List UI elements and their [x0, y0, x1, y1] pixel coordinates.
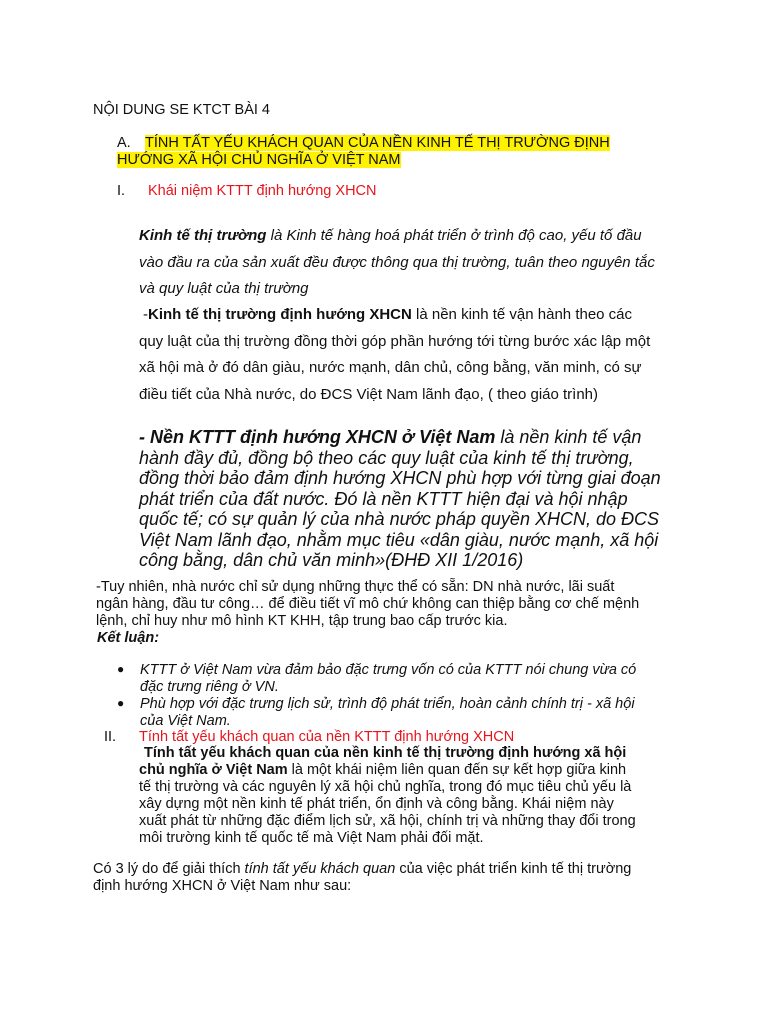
- reasons-intro-paragraph: Có 3 lý do để giải thích tính tất yếu khách quan của việc phát triển kinh tế thị trường định hướng XHCN ở Việt Nam như sau:: [93, 861, 632, 894]
- bullet-icon: ●: [117, 662, 125, 676]
- section-a-heading-line2: HƯỚNG XÃ HỘI CHỦ NGHĨA Ở VIỆT NAM: [117, 152, 401, 168]
- section-a-heading-line1: TÍNH TẤT YẾU KHÁCH QUAN CỦA NỀN KINH TẾ THỊ TRƯỜNG ĐỊNH: [145, 135, 610, 151]
- term-vietnam-kttt: - Nền KTTT định hướng XHCN ở Việt Nam: [139, 427, 496, 447]
- section-2-paragraph: Tính tất yếu khách quan của nền kinh tế thị trường định hướng xã hội chủ nghĩa ở Việt Nam là một khái niệm liên quan đến sự kết hợp giữa kinh tế thị trường và các nguyên lý xã hội chủ nghĩa, trong đó mục tiêu chủ yếu là xây dựng một nền kinh tế phát triển, ổn định và công bằng. Khái niệm này xuất phát từ những đặc điểm lịch sử, xã hội, chính trị và những thay đổi trong môi trường kinh tế quốc tế mà Việt Nam phải đối mặt.: [139, 745, 636, 846]
- note-paragraph: -Tuy nhiên, nhà nước chỉ sử dụng những thực thể có sẵn: DN nhà nước, lãi suất ngân hàng, đầu tư công… để điều tiết vĩ mô chứ không can thiệp bằng cơ chế mệnh lệnh, chỉ huy như mô hình KT KHH, tập trung bao cấp trước kia.: [96, 579, 640, 629]
- section-1-title: Khái niệm KTTT định hướng XHCN: [148, 183, 377, 199]
- section-2-number: II.: [104, 729, 117, 745]
- definition-market-economy: Kinh tế thị trường là Kinh tế hàng hoá phát triển ở trình độ cao, yếu tố đầu vào đầu ra của sản xuất đều được thông qua thị trường, tuân theo nguyên tắc và quy luật của thị trường: [139, 227, 655, 297]
- term-socialist-market-economy: Kinh tế thị trường định hướng XHCN: [148, 306, 412, 323]
- document-title: NỘI DUNG SE KTCT BÀI 4: [93, 102, 270, 118]
- section-1-number: I.: [117, 183, 126, 199]
- conclusion-label: Kết luận:: [97, 630, 160, 646]
- term-market-economy: Kinh tế thị trường: [139, 227, 267, 244]
- section-2-title: Tính tất yếu khách quan của nền KTTT định hướng XHCN: [139, 729, 515, 745]
- section-a-number: A.: [117, 135, 131, 151]
- definition-socialist-market-economy: -Kinh tế thị trường định hướng XHCN là nền kinh tế vận hành theo các quy luật của thị trường đồng thời góp phần hướng tới từng bước xác lập một xã hội mà ở đó dân giàu, nước mạnh, dân chủ, công bằng, văn minh, có sự điều tiết của Nhà nước, do ĐCS Việt Nam lãnh đạo, ( theo giáo trình): [139, 306, 651, 403]
- bullet-icon: ●: [117, 696, 125, 710]
- definition-vietnam-kttt: - Nền KTTT định hướng XHCN ở Việt Nam là nền kinh tế vận hành đầy đủ, đồng bộ theo các quy luật của kinh tế thị trường, đồng thời bảo đảm định hướng XHCN phù hợp với từng giai đoạn phát triển của đất nước. Đó là nền KTTT hiện đại và hội nhập quốc tế; có sự quản lý của nhà nước pháp quyền XHCN, do ĐCS Việt Nam lãnh đạo, nhằm mục tiêu «dân giàu, nước mạnh, xã hội công bằng, dân chủ văn minh»(ĐHĐ XII 1/2016): [139, 427, 661, 570]
